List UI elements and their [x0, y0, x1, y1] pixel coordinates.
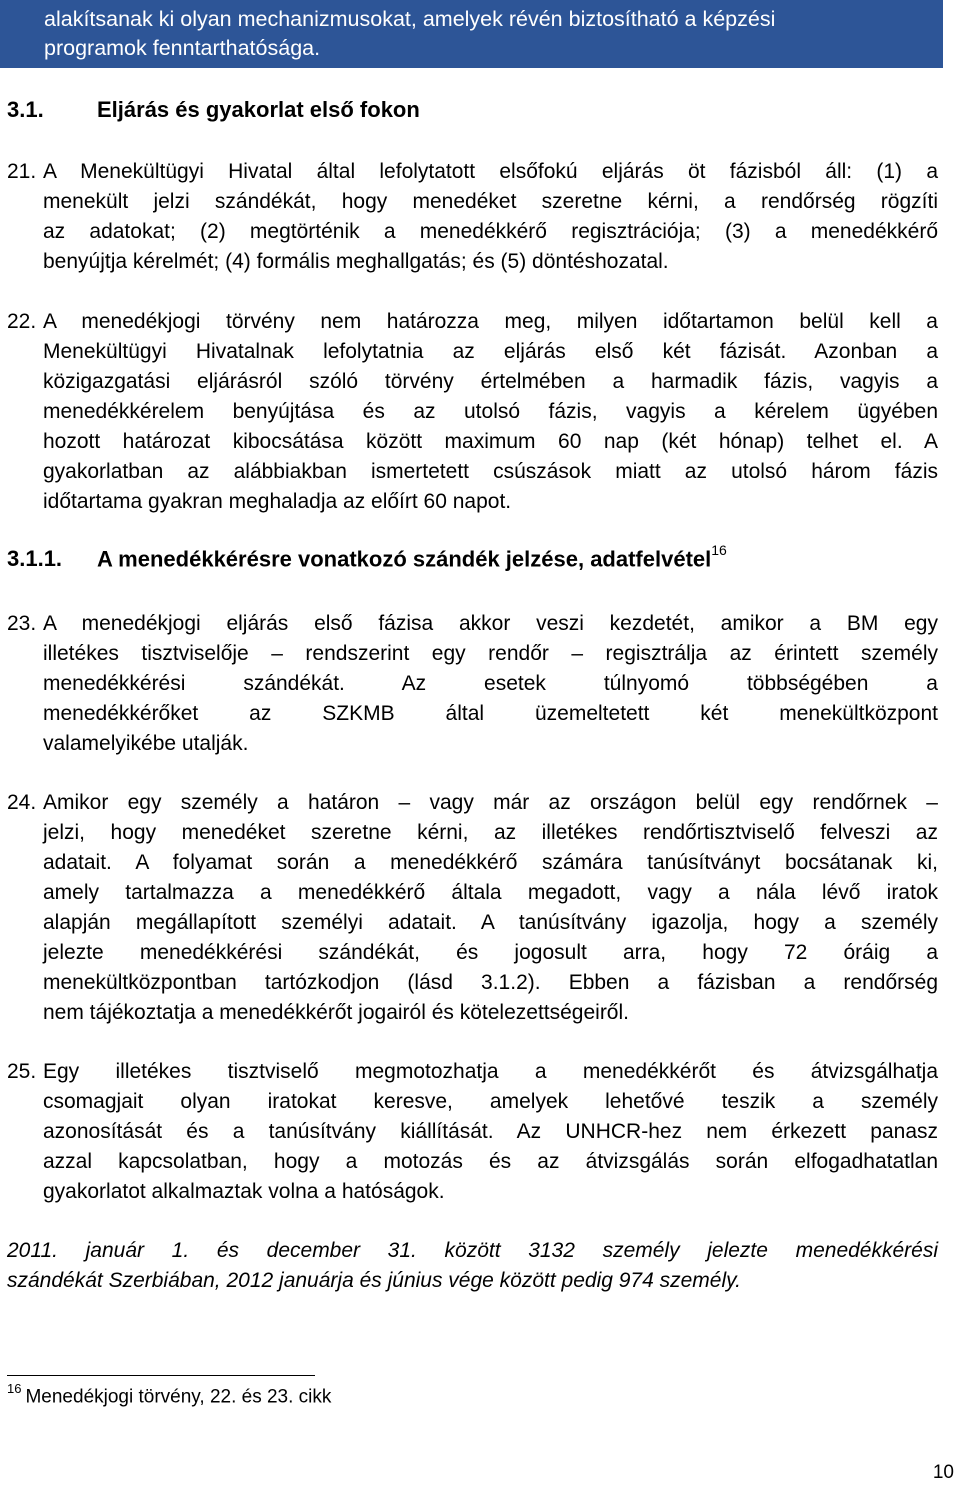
text-line: azonosítását és a tanúsítvány kiállítását. Az UNHCR-hez nem érkezett panasz — [43, 1120, 938, 1143]
paragraph-23 — [0, 609, 938, 759]
text-line: valamelyikébe utalják. — [43, 732, 249, 755]
footnote-text: Menedékjogi törvény, 22. és 23. cikk — [25, 1386, 332, 1408]
paragraph-number: 22. — [7, 310, 37, 333]
text-line: időtartama gyakran meghaladja az előírt 60 napot. — [43, 490, 512, 513]
text-line: azzal kapcsolatban, hogy a motozás és az átvizsgálás során elfogadhatatlan — [43, 1150, 938, 1173]
section-number: 3.1.1. — [7, 546, 63, 572]
paragraph-22 — [0, 307, 938, 517]
section-heading-3-1-1 — [7, 542, 727, 572]
text-line: Menekültügyi Hivatalnak lefolytatnia az eljárás első két fázisát. Azonban a — [43, 340, 938, 363]
text-line: hozott határozat kibocsátása között maximum 60 nap (két hónap) telhet el. A — [43, 430, 938, 453]
text-line: alapján megállapított személyi adatait. A tanúsítvány igazolja, hogy a személy — [43, 911, 938, 934]
footnote-reference: 16 — [711, 542, 727, 558]
text-line: jelzi, hogy menedéket szeretne kérni, az illetékes rendőrtisztviselő felveszi az — [43, 821, 938, 844]
italic-statistics-note — [7, 1236, 938, 1296]
paragraph-21 — [0, 157, 938, 277]
section-heading-3-1 — [7, 97, 420, 123]
paragraph-24 — [0, 788, 938, 1028]
text-line: szándékát Szerbiában, 2012 januárja és június vége között pedig 974 személy. — [7, 1269, 741, 1292]
text-line: 2011. január 1. és december 31. között 3132 személy jelezte menedékkérési — [7, 1239, 938, 1262]
section-title: A menedékkérésre vonatkozó szándék jelzése, adatfelvétel — [97, 546, 712, 572]
text-line: jelezte menedékkérési szándékát, és jogosult arra, hogy 72 óráig a — [43, 941, 938, 964]
text-line: Egy illetékes tisztviselő megmotozhatja a menedékkérőt és átvizsgálhatja — [43, 1060, 938, 1083]
paragraph-number: 24. — [7, 791, 37, 814]
page-number: 10 — [932, 1462, 954, 1483]
band-line-2: programok fenntarthatósága. — [44, 36, 321, 60]
footnote — [7, 1383, 331, 1408]
text-line: menedékkérőket az SZKMB által üzemeltetett két menekültközpont — [43, 702, 938, 725]
band-line-1: alakítsanak ki olyan mechanizmusokat, amelyek révén biztosítható a képzési — [44, 7, 776, 31]
text-line: illetékes tisztviselője – rendszerint egy rendőr – regisztrálja az érintett személy — [43, 642, 938, 665]
text-line: amely tartalmazza a menedékkérő általa megadott, vagy a nála lévő iratok — [43, 881, 938, 904]
text-line: adatait. A folyamat során a menedékkérő számára tanúsítványt bocsátanak ki, — [43, 851, 938, 874]
text-line: menedékkérelem benyújtása és az utolsó fázis, vagyis a kérelem ügyében — [43, 400, 938, 423]
highlighted-text-band — [0, 0, 943, 68]
text-line: gyakorlatban az alábbiakban ismertetett csúszások miatt az utolsó három fázis — [43, 460, 938, 483]
text-line: közigazgatási eljárásról szóló törvény értelmében a harmadik fázis, vagyis a — [43, 370, 938, 393]
text-line: benyújtja kérelmét; (4) formális meghallgatás; és (5) döntéshozatal. — [43, 250, 669, 273]
text-line: A menedékjogi törvény nem határozza meg, milyen időtartamon belül kell a — [43, 310, 938, 333]
text-line: menekült jelzi szándékát, hogy menedéket szeretne kérni, a rendőrség rögzíti — [43, 190, 938, 213]
text-line: gyakorlatot alkalmaztak volna a hatóságok. — [43, 1180, 445, 1203]
text-line: az adatokat; (2) megtörténik a menedékkérő regisztrációja; (3) a menedékkérő — [43, 220, 938, 243]
text-line: nem tájékoztatja a menedékkérőt jogairól és kötelezettségeiről. — [43, 1001, 629, 1024]
paragraph-number: 21. — [7, 160, 37, 183]
text-line: csomagjait olyan iratokat keresve, amelyek lehetővé teszik a személy — [43, 1090, 938, 1113]
paragraph-number: 23. — [7, 612, 37, 635]
footnote-separator — [7, 1375, 315, 1376]
text-line: menedékkérési szándékát. Az esetek túlnyomó többségében a — [43, 672, 938, 695]
text-line: Amikor egy személy a határon – vagy már az országon belül egy rendőrnek – — [43, 791, 938, 814]
section-title: Eljárás és gyakorlat első fokon — [97, 97, 420, 122]
text-line: A menedékjogi eljárás első fázisa akkor veszi kezdetét, amikor a BM egy — [43, 612, 938, 635]
footnote-number: 16 — [7, 1381, 22, 1396]
text-line: menekültközpontban tartózkodjon (lásd 3.1.2). Ebben a fázisban a rendőrség — [43, 971, 938, 994]
paragraph-25 — [0, 1057, 938, 1207]
paragraph-number: 25. — [7, 1060, 37, 1083]
section-number: 3.1. — [7, 97, 44, 122]
text-line: A Menekültügyi Hivatal által lefolytatott elsőfokú eljárás öt fázisból áll: (1) a — [43, 160, 938, 183]
